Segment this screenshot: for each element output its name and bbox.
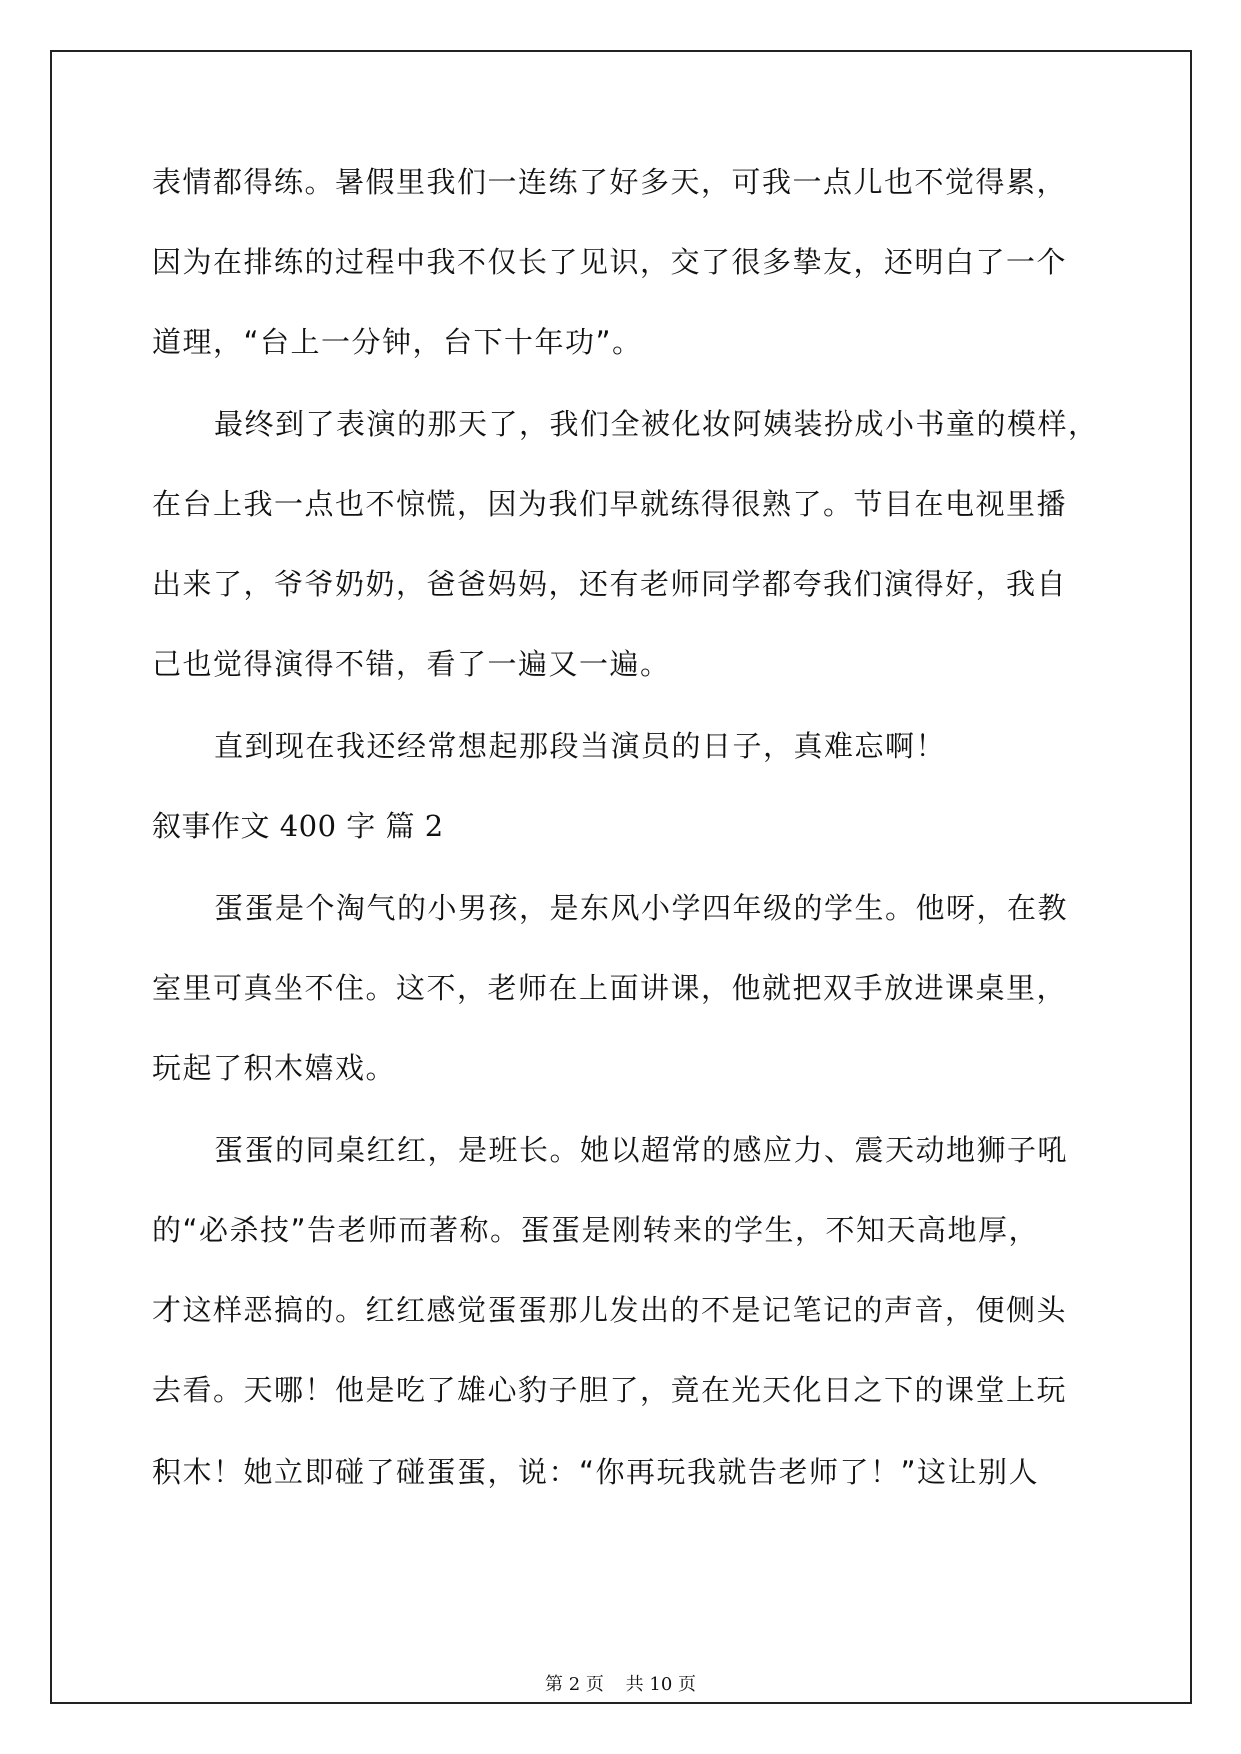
text-line: 玩起了积木嬉戏。	[152, 1051, 397, 1085]
text-line: 最终到了表演的那天了，我们全被化妆阿姨装扮成小书童的模样，	[214, 407, 1099, 441]
text-line: 的“必杀技”告老师而著称。蛋蛋是刚转来的学生，不知天高地厚，	[152, 1213, 1040, 1247]
text-line: 直到现在我还经常想起那段当演员的日子，真难忘啊！	[214, 729, 947, 763]
page-total: 共 10 页	[625, 1674, 696, 1695]
text-line: 在台上我一点也不惊慌，因为我们早就练得很熟了。节目在电视里播	[152, 487, 1068, 521]
text-line: 蛋蛋是个淘气的小男孩，是东风小学四年级的学生。他呀，在教	[214, 891, 1069, 925]
text-line: 积木！她立即碰了碰蛋蛋，说：“你再玩我就告老师了！”这让别人	[152, 1455, 1040, 1489]
page-footer	[0, 1670, 1241, 1696]
text-line: 才这样恶搞的。红红感觉蛋蛋那儿发出的不是记笔记的声音，便侧头	[152, 1293, 1068, 1327]
page-number: 第 2 页	[545, 1674, 604, 1695]
text-line: 蛋蛋的同桌红红，是班长。她以超常的感应力、震天动地狮子吼	[214, 1133, 1069, 1167]
text-line: 去看。天哪！他是吃了雄心豹子胆了，竟在光天化日之下的课堂上玩	[152, 1373, 1068, 1407]
text-line: 己也觉得演得不错，看了一遍又一遍。	[152, 647, 671, 681]
section-heading: 叙事作文 400 字 篇 2	[152, 809, 444, 843]
text-line: 室里可真坐不住。这不，老师在上面讲课，他就把双手放进课桌里，	[152, 971, 1068, 1005]
text-line: 因为在排练的过程中我不仅长了见识，交了很多挚友，还明白了一个	[152, 245, 1068, 279]
text-line: 表情都得练。暑假里我们一连练了好多天，可我一点儿也不觉得累，	[152, 165, 1068, 199]
text-line: 出来了，爷爷奶奶，爸爸妈妈，还有老师同学都夸我们演得好，我自	[152, 567, 1068, 601]
text-line: 道理，“台上一分钟，台下十年功”。	[152, 325, 643, 359]
